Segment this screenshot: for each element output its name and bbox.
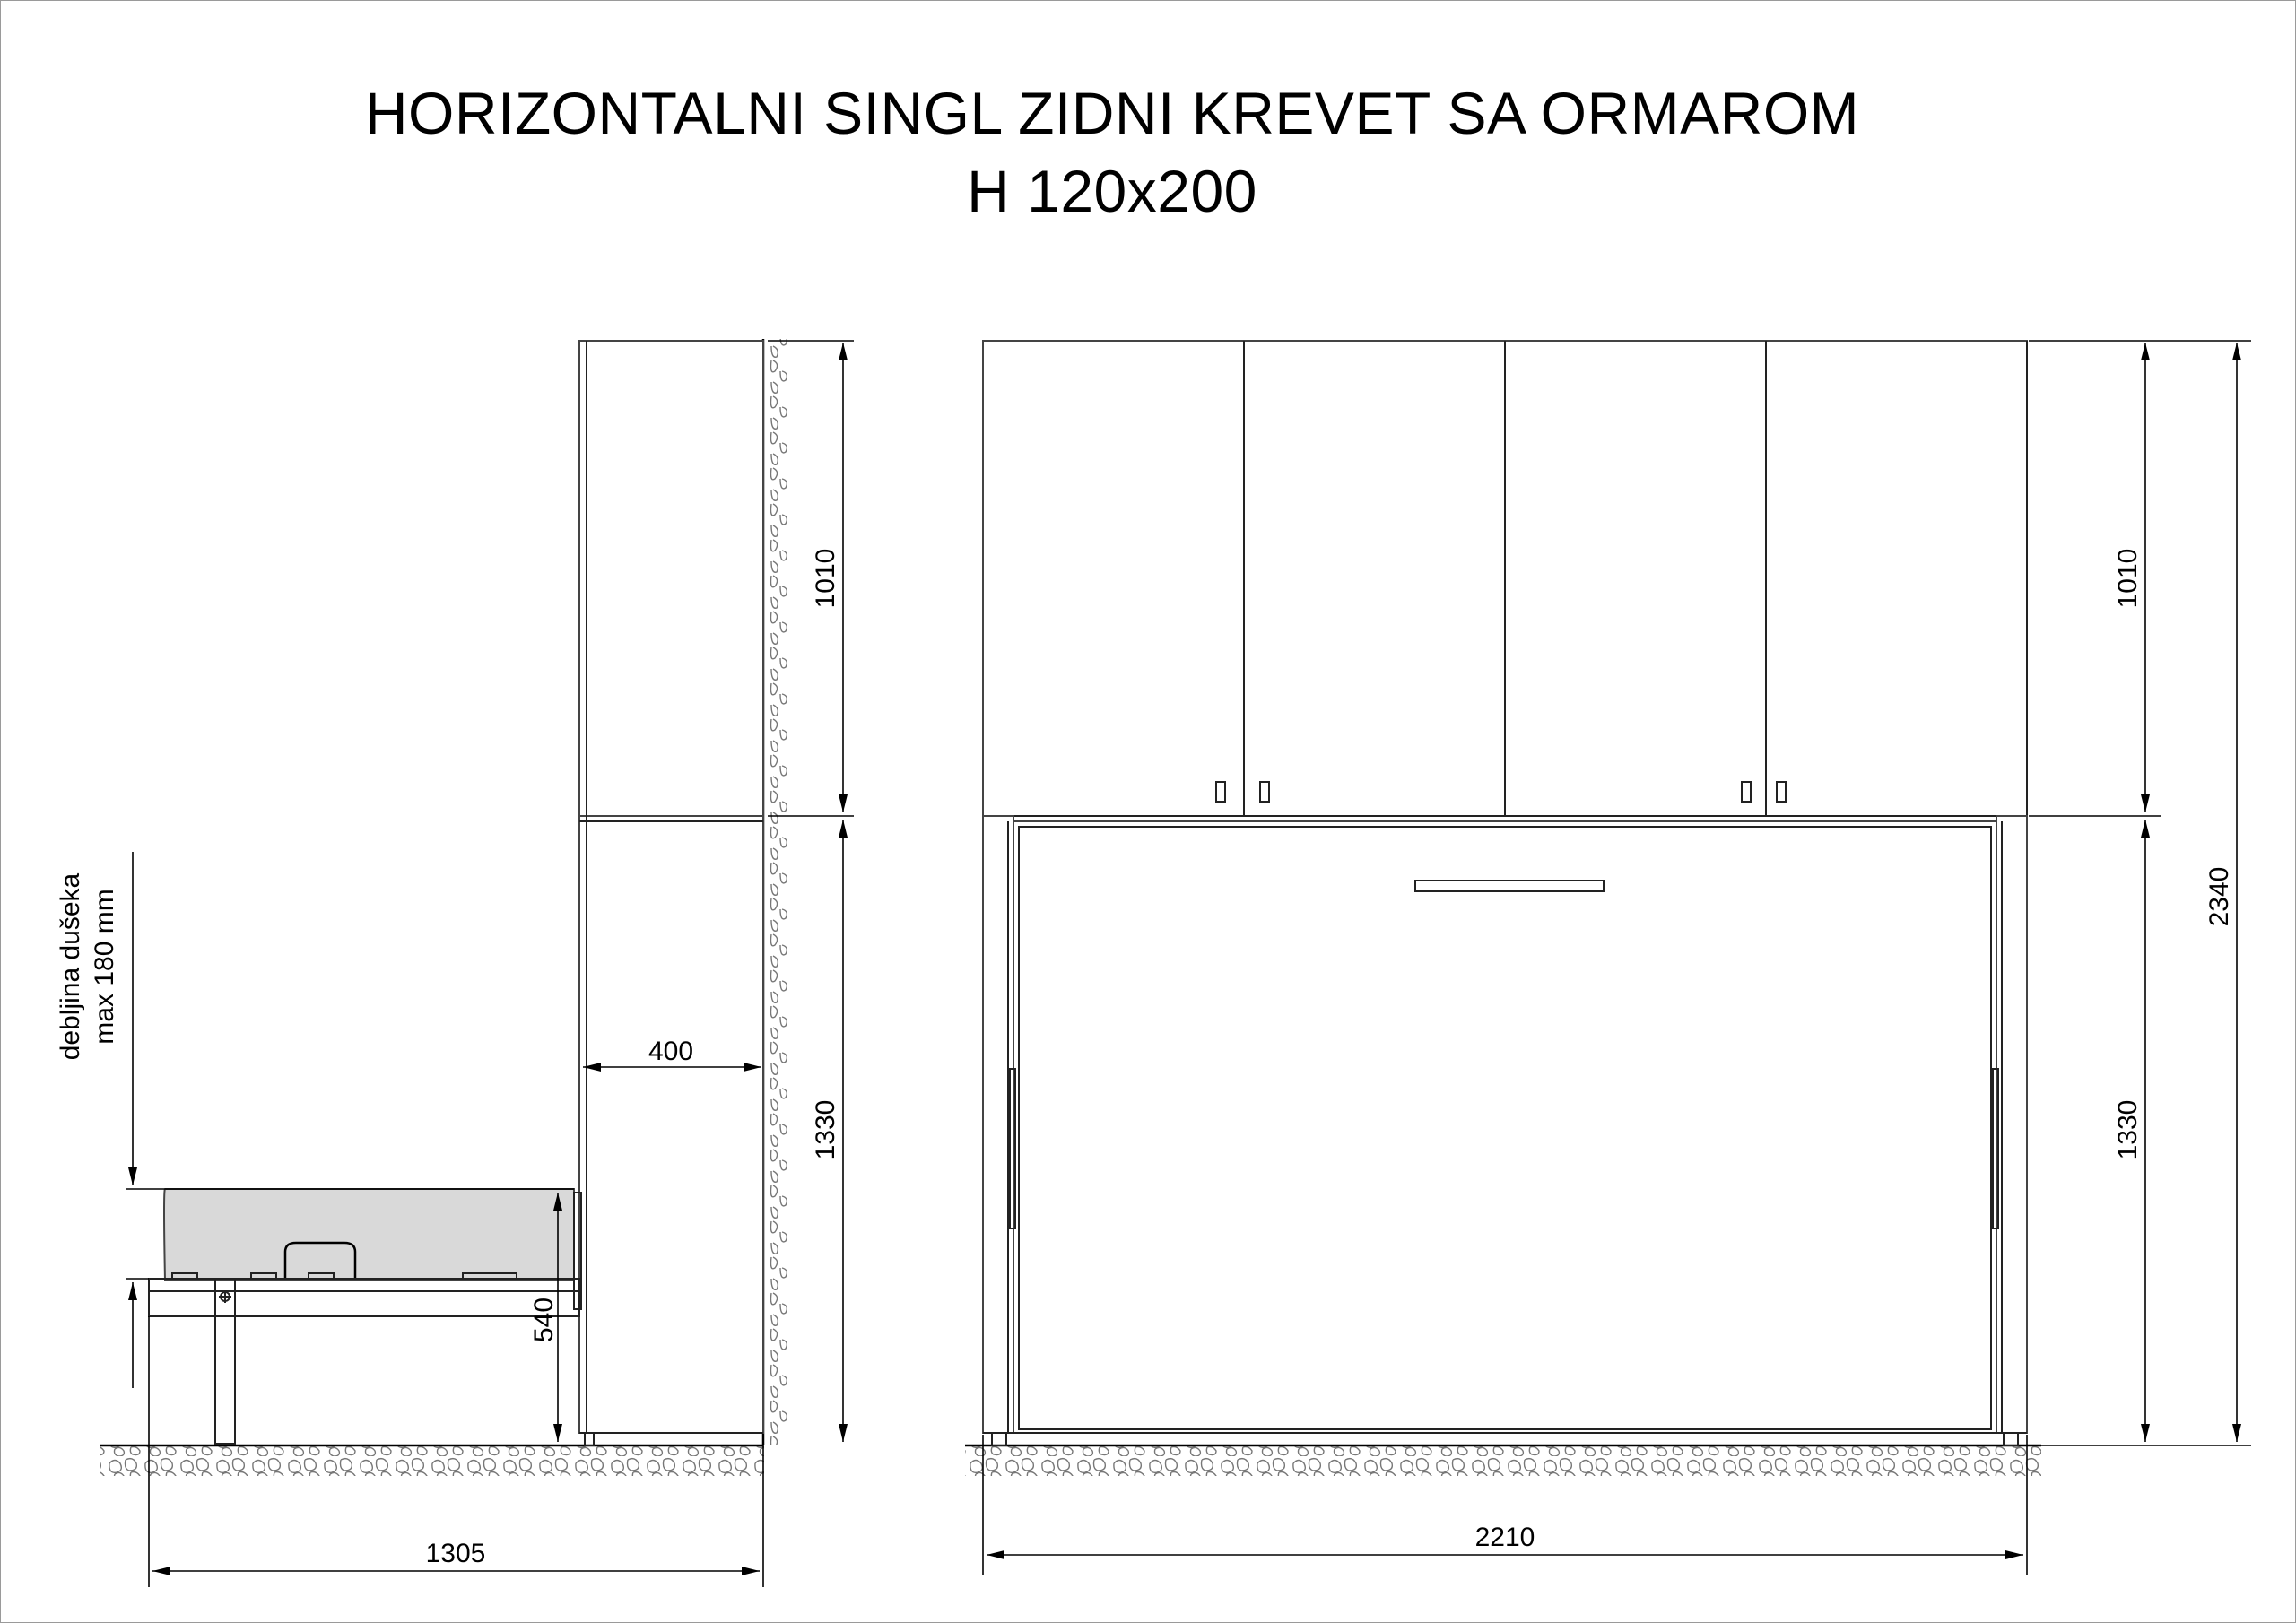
drawing-title: HORIZONTALNI SINGL ZIDNI KREVET SA ORMAROM bbox=[364, 80, 1860, 146]
mattress-note-line2: max 180 mm bbox=[90, 889, 119, 1045]
dim-label-total-depth: 1305 bbox=[425, 1539, 486, 1568]
drawing-subtitle: H 120x200 bbox=[967, 158, 1257, 224]
bed-leg bbox=[215, 1279, 235, 1444]
mattress bbox=[164, 1189, 574, 1280]
ground-hatch-side bbox=[100, 1445, 764, 1476]
cabinet-side-upper bbox=[579, 341, 763, 816]
wall-hatch bbox=[763, 339, 788, 1445]
mattress-note-line1: debljina dušeka bbox=[56, 872, 85, 1061]
ground-hatch-front bbox=[965, 1445, 2041, 1476]
dim-label-front-lower: 1330 bbox=[2113, 1099, 2143, 1160]
bed-frame bbox=[149, 1279, 579, 1316]
side-view bbox=[56, 339, 854, 1587]
bed-front-outer bbox=[1013, 821, 1996, 1433]
dim-label-front-width: 2210 bbox=[1474, 1523, 1535, 1552]
cabinet-side-lower bbox=[579, 816, 763, 1433]
cabinet-foot-side bbox=[585, 1433, 594, 1445]
cabinet-foot-right bbox=[2004, 1433, 2018, 1445]
dim-label-side-lower: 1330 bbox=[811, 1099, 840, 1160]
front-view bbox=[965, 341, 2251, 1575]
dim-label-depth: 400 bbox=[648, 1037, 694, 1066]
dim-label-side-upper: 1010 bbox=[811, 548, 840, 609]
dim-label-front-total: 2340 bbox=[2205, 866, 2234, 927]
dim-label-bed-height: 540 bbox=[529, 1297, 559, 1343]
dim-label-front-upper: 1010 bbox=[2113, 548, 2143, 609]
cabinet-foot-left bbox=[992, 1433, 1006, 1445]
